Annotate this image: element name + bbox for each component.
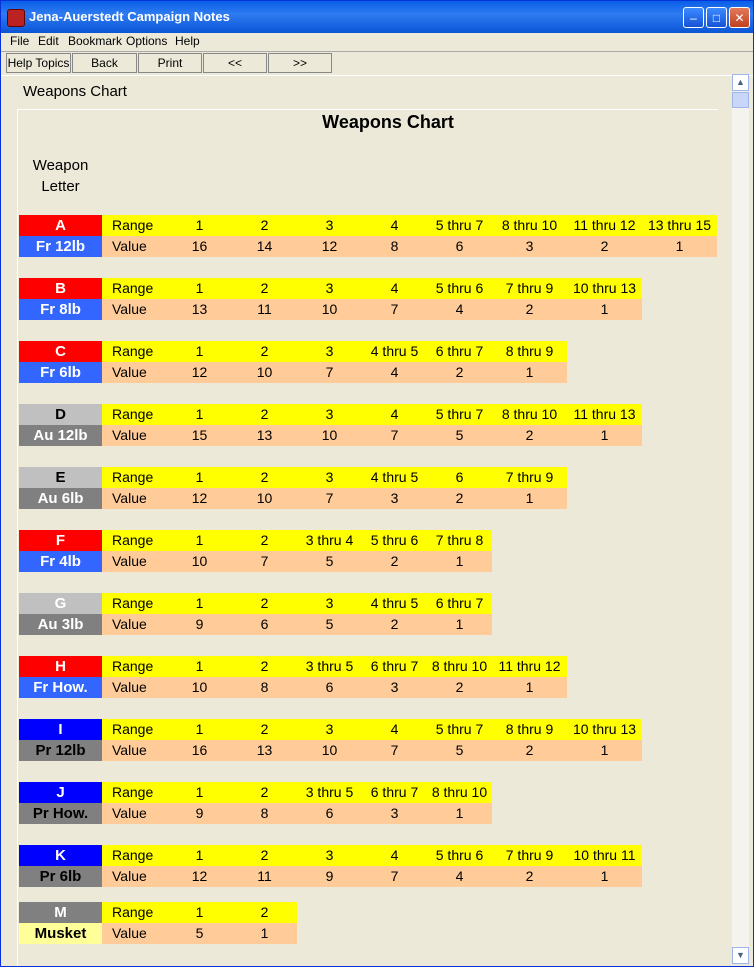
weapon-block bbox=[19, 719, 642, 761]
value-row bbox=[102, 488, 567, 509]
weapon-type: Fr 4lb bbox=[19, 551, 102, 572]
value-cell: 1 bbox=[525, 490, 534, 506]
value-cell: 2 bbox=[525, 301, 534, 317]
range-cell: 2 bbox=[260, 280, 269, 296]
weapon-type: Pr 12lb bbox=[19, 740, 102, 761]
weapon-block bbox=[19, 530, 492, 572]
value-cell: 10 bbox=[321, 301, 338, 317]
header-line-2: Letter bbox=[41, 178, 80, 195]
range-cell: 4 bbox=[390, 847, 399, 863]
value-cell: 10 bbox=[256, 364, 273, 380]
value-row bbox=[102, 425, 642, 446]
range-cell: 4 thru 5 bbox=[370, 595, 419, 611]
range-label: Range bbox=[112, 847, 154, 863]
value-label: Value bbox=[112, 679, 147, 695]
value-cell: 2 bbox=[455, 364, 464, 380]
range-cell: 3 bbox=[325, 847, 334, 863]
value-cell: 6 bbox=[325, 679, 334, 695]
value-label: Value bbox=[112, 490, 147, 506]
range-cell: 3 bbox=[325, 406, 334, 422]
topic-title: Weapons Chart bbox=[23, 83, 127, 100]
value-cell: 1 bbox=[600, 742, 609, 758]
value-cell: 11 bbox=[257, 301, 272, 317]
value-cell: 8 bbox=[260, 679, 269, 695]
range-cell: 2 bbox=[260, 904, 269, 920]
range-label: Range bbox=[112, 904, 154, 920]
value-row bbox=[102, 551, 492, 572]
value-cell: 6 bbox=[455, 238, 464, 254]
value-cell: 12 bbox=[191, 868, 208, 884]
value-cell: 12 bbox=[191, 490, 208, 506]
range-cell: 6 thru 7 bbox=[435, 343, 484, 359]
value-cell: 16 bbox=[191, 238, 208, 254]
range-row bbox=[102, 341, 567, 362]
range-cell: 5 thru 7 bbox=[435, 721, 484, 737]
range-cell: 1 bbox=[195, 343, 204, 359]
weapon-letter: M bbox=[19, 902, 102, 923]
range-cell: 1 bbox=[195, 784, 204, 800]
range-cell: 5 thru 6 bbox=[435, 847, 484, 863]
value-cell: 7 bbox=[325, 364, 334, 380]
range-row bbox=[102, 593, 492, 614]
range-label: Range bbox=[112, 406, 154, 422]
weapon-block bbox=[19, 404, 642, 446]
range-cell: 11 thru 13 bbox=[573, 406, 636, 422]
value-label: Value bbox=[112, 301, 147, 317]
value-label: Value bbox=[112, 553, 147, 569]
range-cell: 2 bbox=[260, 406, 269, 422]
weapon-letter: J bbox=[19, 782, 102, 803]
range-cell: 1 bbox=[195, 532, 204, 548]
range-label: Range bbox=[112, 658, 154, 674]
value-row bbox=[102, 362, 567, 383]
value-cell: 7 bbox=[260, 553, 269, 569]
range-cell: 2 bbox=[260, 532, 269, 548]
value-cell: 4 bbox=[390, 364, 399, 380]
range-cell: 2 bbox=[260, 784, 269, 800]
value-row bbox=[102, 866, 642, 887]
weapon-letter: I bbox=[19, 719, 102, 740]
value-cell: 7 bbox=[325, 490, 334, 506]
range-label: Range bbox=[112, 343, 154, 359]
app-book-icon bbox=[7, 9, 25, 27]
menu-edit[interactable]: Edit bbox=[38, 34, 59, 48]
weapon-block bbox=[19, 467, 567, 509]
weapon-letter: F bbox=[19, 530, 102, 551]
range-row bbox=[102, 845, 642, 866]
weapon-type: Fr 12lb bbox=[19, 236, 102, 257]
weapon-letter: H bbox=[19, 656, 102, 677]
range-cell: 13 thru 15 bbox=[647, 217, 712, 233]
range-cell: 1 bbox=[195, 658, 204, 674]
value-cell: 1 bbox=[600, 301, 609, 317]
browse-next-button[interactable]: >> bbox=[268, 53, 332, 73]
value-cell: 1 bbox=[455, 805, 464, 821]
range-cell: 10 thru 13 bbox=[572, 721, 637, 737]
value-cell: 10 bbox=[191, 679, 208, 695]
range-cell: 3 bbox=[325, 343, 334, 359]
range-cell: 2 bbox=[260, 847, 269, 863]
weapon-block bbox=[19, 782, 492, 824]
range-cell: 11 thru 12 bbox=[573, 217, 636, 233]
menu-bar bbox=[1, 33, 753, 51]
value-cell: 1 bbox=[600, 868, 609, 884]
value-cell: 11 bbox=[257, 868, 272, 884]
range-row bbox=[102, 215, 717, 236]
vertical-scrollbar[interactable] bbox=[732, 74, 749, 964]
menu-file[interactable]: File bbox=[10, 34, 30, 48]
browse-previous-button[interactable]: << bbox=[203, 53, 267, 73]
maximize-button[interactable]: □ bbox=[706, 7, 727, 28]
value-cell: 3 bbox=[525, 238, 534, 254]
range-cell: 2 bbox=[260, 217, 269, 233]
range-cell: 5 thru 7 bbox=[435, 406, 484, 422]
weapon-type: Pr 6lb bbox=[19, 866, 102, 887]
range-cell: 1 bbox=[195, 469, 204, 485]
weapon-type: Pr How. bbox=[19, 803, 102, 824]
range-cell: 7 thru 9 bbox=[505, 847, 554, 863]
range-cell: 1 bbox=[195, 595, 204, 611]
range-cell: 11 thru 12 bbox=[498, 658, 561, 674]
range-cell: 5 thru 6 bbox=[370, 532, 419, 548]
value-label: Value bbox=[112, 427, 147, 443]
range-label: Range bbox=[112, 721, 154, 737]
value-label: Value bbox=[112, 868, 147, 884]
scroll-up-arrow-icon[interactable]: ▲ bbox=[732, 74, 749, 91]
range-cell: 6 thru 7 bbox=[435, 595, 484, 611]
range-cell: 8 thru 9 bbox=[505, 343, 554, 359]
value-cell: 1 bbox=[675, 238, 684, 254]
value-cell: 2 bbox=[600, 238, 609, 254]
value-cell: 12 bbox=[191, 364, 208, 380]
value-row bbox=[102, 236, 717, 257]
weapon-type: Au 12lb bbox=[19, 425, 102, 446]
range-cell: 2 bbox=[260, 658, 269, 674]
range-cell: 1 bbox=[195, 847, 204, 863]
value-label: Value bbox=[112, 616, 147, 632]
value-cell: 16 bbox=[191, 742, 208, 758]
value-cell: 6 bbox=[260, 616, 269, 632]
value-row bbox=[102, 803, 492, 824]
range-cell: 4 thru 5 bbox=[370, 343, 419, 359]
value-row bbox=[102, 923, 297, 944]
toolbar bbox=[1, 51, 753, 76]
range-label: Range bbox=[112, 217, 154, 233]
help-topics-button[interactable]: Help Topics bbox=[6, 53, 71, 73]
range-cell: 8 thru 10 bbox=[501, 406, 558, 422]
value-cell: 9 bbox=[195, 616, 204, 632]
value-row bbox=[102, 677, 567, 698]
value-cell: 4 bbox=[455, 868, 464, 884]
menu-bookmark[interactable]: Bookmark bbox=[68, 34, 123, 48]
value-cell: 1 bbox=[455, 553, 464, 569]
value-cell: 13 bbox=[256, 427, 273, 443]
value-row bbox=[102, 740, 642, 761]
range-row bbox=[102, 902, 297, 923]
weapon-block bbox=[19, 278, 642, 320]
value-cell: 14 bbox=[256, 238, 273, 254]
value-cell: 10 bbox=[191, 553, 208, 569]
range-cell: 3 bbox=[325, 280, 334, 296]
weapon-letter: G bbox=[19, 593, 102, 614]
value-cell: 1 bbox=[525, 679, 534, 695]
range-cell: 8 thru 9 bbox=[505, 721, 554, 737]
weapon-block bbox=[19, 656, 567, 698]
value-cell: 13 bbox=[256, 742, 273, 758]
value-cell: 15 bbox=[191, 427, 208, 443]
range-cell: 5 thru 6 bbox=[435, 280, 484, 296]
range-cell: 5 thru 7 bbox=[435, 217, 484, 233]
value-cell: 5 bbox=[325, 553, 334, 569]
range-cell: 4 bbox=[390, 280, 399, 296]
range-row bbox=[102, 530, 492, 551]
weapon-letter: A bbox=[19, 215, 102, 236]
weapon-letter: K bbox=[19, 845, 102, 866]
value-label: Value bbox=[112, 925, 147, 941]
weapon-type: Musket bbox=[19, 923, 102, 944]
value-row bbox=[102, 299, 642, 320]
range-cell: 1 bbox=[195, 280, 204, 296]
weapon-letter: D bbox=[19, 404, 102, 425]
menu-help[interactable]: Help bbox=[175, 34, 200, 48]
range-cell: 10 thru 13 bbox=[572, 280, 637, 296]
range-cell: 1 bbox=[195, 721, 204, 737]
range-cell: 4 thru 5 bbox=[370, 469, 419, 485]
range-row bbox=[102, 719, 642, 740]
value-cell: 3 bbox=[390, 805, 399, 821]
range-cell: 1 bbox=[195, 904, 204, 920]
range-cell: 10 thru 11 bbox=[573, 847, 636, 863]
value-cell: 3 bbox=[390, 679, 399, 695]
weapon-block bbox=[19, 902, 297, 944]
weapon-block bbox=[19, 593, 492, 635]
print-button[interactable]: Print bbox=[138, 53, 202, 73]
value-cell: 5 bbox=[195, 925, 204, 941]
weapon-type: Au 6lb bbox=[19, 488, 102, 509]
range-cell: 1 bbox=[195, 406, 204, 422]
menu-options[interactable]: Options bbox=[126, 34, 168, 48]
range-cell: 3 thru 5 bbox=[305, 784, 354, 800]
value-cell: 4 bbox=[455, 301, 464, 317]
range-label: Range bbox=[112, 469, 154, 485]
scroll-thumb[interactable] bbox=[732, 92, 749, 108]
value-cell: 2 bbox=[455, 679, 464, 695]
back-button[interactable]: Back bbox=[72, 53, 137, 73]
range-label: Range bbox=[112, 784, 154, 800]
range-row bbox=[102, 782, 492, 803]
range-cell: 8 thru 10 bbox=[501, 217, 558, 233]
value-cell: 7 bbox=[390, 742, 399, 758]
weapon-block bbox=[19, 215, 717, 257]
value-cell: 12 bbox=[321, 238, 338, 254]
header-line-1: Weapon bbox=[32, 157, 89, 174]
value-cell: 1 bbox=[455, 616, 464, 632]
range-row bbox=[102, 278, 642, 299]
range-cell: 4 bbox=[390, 721, 399, 737]
range-cell: 2 bbox=[260, 469, 269, 485]
range-row bbox=[102, 467, 567, 488]
value-row bbox=[102, 614, 492, 635]
range-cell: 8 thru 10 bbox=[431, 784, 488, 800]
range-cell: 1 bbox=[195, 217, 204, 233]
close-button[interactable]: ✕ bbox=[729, 7, 750, 28]
value-cell: 7 bbox=[390, 301, 399, 317]
value-cell: 5 bbox=[455, 742, 464, 758]
value-cell: 9 bbox=[325, 868, 334, 884]
value-cell: 3 bbox=[390, 490, 399, 506]
value-cell: 7 bbox=[390, 427, 399, 443]
value-cell: 7 bbox=[390, 868, 399, 884]
value-cell: 8 bbox=[260, 805, 269, 821]
value-cell: 2 bbox=[390, 553, 399, 569]
range-cell: 2 bbox=[260, 343, 269, 359]
range-label: Range bbox=[112, 595, 154, 611]
title-bar[interactable] bbox=[1, 1, 753, 33]
value-label: Value bbox=[112, 805, 147, 821]
value-cell: 10 bbox=[256, 490, 273, 506]
value-cell: 6 bbox=[325, 805, 334, 821]
value-cell: 13 bbox=[191, 301, 208, 317]
range-label: Range bbox=[112, 532, 154, 548]
value-label: Value bbox=[112, 742, 147, 758]
minimize-button[interactable]: – bbox=[683, 7, 704, 28]
value-label: Value bbox=[112, 364, 147, 380]
weapon-letter: E bbox=[19, 467, 102, 488]
value-cell: 2 bbox=[525, 742, 534, 758]
weapon-letter: C bbox=[19, 341, 102, 362]
range-cell: 3 bbox=[325, 721, 334, 737]
range-cell: 4 bbox=[390, 217, 399, 233]
weapon-type: Au 3lb bbox=[19, 614, 102, 635]
range-cell: 7 thru 9 bbox=[505, 280, 554, 296]
weapon-type: Fr 8lb bbox=[19, 299, 102, 320]
weapon-letter-header bbox=[18, 155, 103, 197]
range-label: Range bbox=[112, 280, 154, 296]
value-cell: 2 bbox=[455, 490, 464, 506]
range-cell: 4 bbox=[390, 406, 399, 422]
value-label: Value bbox=[112, 238, 147, 254]
range-cell: 6 thru 7 bbox=[370, 658, 419, 674]
value-cell: 2 bbox=[525, 427, 534, 443]
range-cell: 7 thru 9 bbox=[505, 469, 554, 485]
range-cell: 8 thru 10 bbox=[431, 658, 488, 674]
value-cell: 2 bbox=[525, 868, 534, 884]
range-row bbox=[102, 404, 642, 425]
value-cell: 1 bbox=[525, 364, 534, 380]
help-content bbox=[17, 109, 718, 967]
range-row bbox=[102, 656, 567, 677]
chart-heading: Weapons Chart bbox=[322, 112, 454, 132]
range-cell: 6 thru 7 bbox=[370, 784, 419, 800]
weapon-block bbox=[19, 341, 567, 383]
weapon-block bbox=[19, 845, 642, 887]
range-cell: 2 bbox=[260, 721, 269, 737]
range-cell: 3 thru 4 bbox=[305, 532, 354, 548]
value-cell: 1 bbox=[260, 925, 269, 941]
weapon-letter: B bbox=[19, 278, 102, 299]
weapon-type: Fr How. bbox=[19, 677, 102, 698]
value-cell: 5 bbox=[455, 427, 464, 443]
range-cell: 3 bbox=[325, 595, 334, 611]
value-cell: 9 bbox=[195, 805, 204, 821]
range-cell: 3 thru 5 bbox=[305, 658, 354, 674]
range-cell: 3 bbox=[325, 217, 334, 233]
range-cell: 3 bbox=[325, 469, 334, 485]
value-cell: 5 bbox=[325, 616, 334, 632]
range-cell: 6 bbox=[455, 469, 464, 485]
window-title: Jena-Auerstedt Campaign Notes bbox=[29, 9, 230, 24]
scroll-down-arrow-icon[interactable]: ▼ bbox=[732, 947, 749, 964]
value-cell: 10 bbox=[321, 742, 338, 758]
value-cell: 1 bbox=[600, 427, 609, 443]
range-cell: 7 thru 8 bbox=[435, 532, 484, 548]
value-cell: 10 bbox=[321, 427, 338, 443]
weapon-type: Fr 6lb bbox=[19, 362, 102, 383]
range-cell: 2 bbox=[260, 595, 269, 611]
value-cell: 2 bbox=[390, 616, 399, 632]
value-cell: 8 bbox=[390, 238, 399, 254]
